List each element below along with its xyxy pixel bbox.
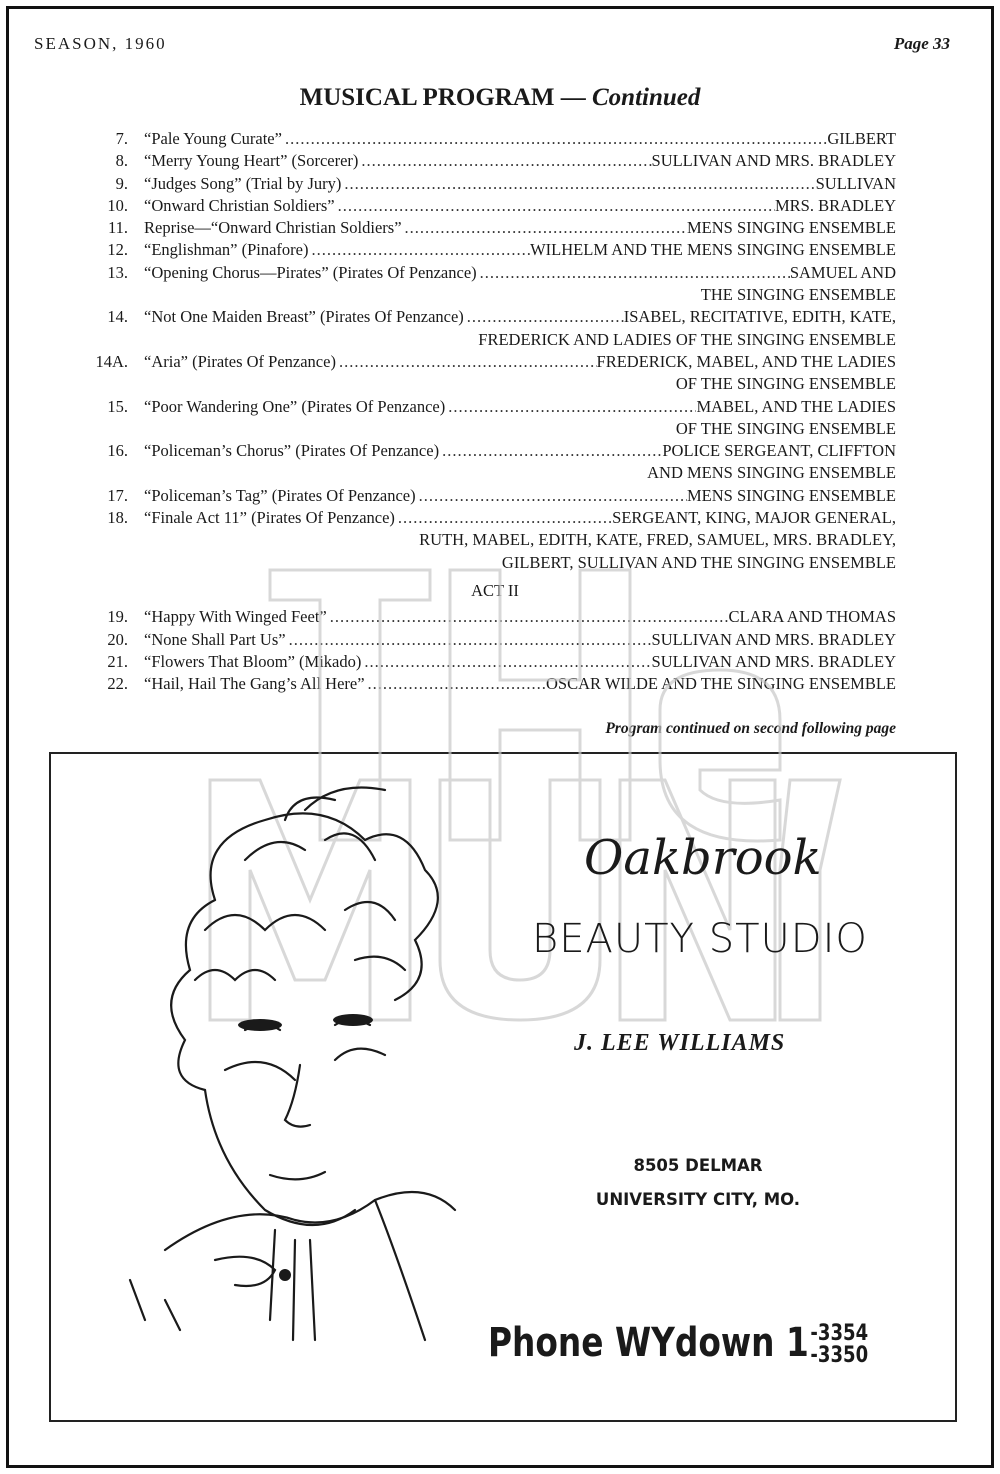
item-performer: MABEL, AND THE LADIES [696, 396, 896, 416]
item-number: 12. [107, 240, 128, 260]
studio-name-sub: BEAUTY STUDIO [532, 916, 868, 962]
studio-name-script: Oakbrook [584, 830, 822, 886]
item-performer: FREDERICK, MABEL, AND THE LADIES [596, 351, 896, 371]
item-title: “Hail, Hail The Gang’s All Here” [144, 674, 365, 694]
phone-ext-2: -3350 [810, 1343, 869, 1368]
item-title: “Policeman’s Tag” (Pirates Of Penzance) [144, 485, 416, 505]
program-item [94, 217, 896, 239]
item-number: 7. [115, 129, 128, 148]
item-number: 9. [115, 173, 128, 193]
item-performer-continued: GILBERT, SULLIVAN AND THE SINGING ENSEMBLE [501, 552, 896, 572]
dot-leader [402, 217, 687, 239]
page-number: Page 33 [893, 34, 950, 53]
item-title: “Judges Song” (Trial by Jury) [144, 173, 342, 193]
item-title: “None Shall Part Us” [144, 629, 286, 649]
item-performer: SAMUEL AND [789, 262, 896, 282]
item-title: “Pale Young Curate” [144, 129, 282, 148]
item-number: 17. [107, 485, 128, 505]
program-item [94, 351, 896, 373]
act-one-list [94, 128, 896, 574]
program-item [94, 128, 896, 150]
item-performer: ISABEL, RECITATIVE, EDITH, KATE, [623, 307, 896, 327]
dot-leader [336, 351, 597, 373]
dot-leader [416, 485, 687, 507]
item-performer: MENS SINGING ENSEMBLE [686, 218, 896, 238]
item-number: 13. [107, 262, 128, 282]
program-item [94, 507, 896, 529]
item-title: “Opening Chorus—Pirates” (Pirates Of Penzance) [144, 262, 477, 282]
item-title: “Policeman’s Chorus” (Pirates Of Penzance) [144, 441, 440, 461]
item-performer: OSCAR WILDE AND THE SINGING ENSEMBLE [545, 674, 896, 694]
woman-sketch-illustration [95, 780, 495, 1350]
item-title: “Happy With Winged Feet” [144, 607, 327, 627]
dot-leader [308, 239, 530, 261]
program-item [94, 173, 896, 195]
dot-leader [464, 306, 624, 328]
continued-note: Program continued on second following page [605, 720, 896, 737]
item-number: 14. [107, 307, 128, 327]
phone-label: Phone WYdown 1 [488, 1320, 809, 1366]
item-number: 22. [107, 674, 128, 694]
item-title: “Poor Wandering One” (Pirates Of Penzance) [144, 396, 446, 416]
studio-owner: J. LEE WILLIAMS [574, 1030, 786, 1056]
item-number: 20. [107, 629, 128, 649]
item-performer-continued: AND MENS SINGING ENSEMBLE [647, 463, 896, 483]
item-number: 8. [115, 151, 128, 171]
item-number: 19. [107, 607, 128, 627]
item-number: 16. [107, 441, 128, 461]
dot-leader [282, 128, 827, 150]
item-performer-continued: THE SINGING ENSEMBLE [700, 285, 896, 305]
item-title: “Flowers That Bloom” (Mikado) [144, 651, 362, 671]
program-item [94, 396, 896, 418]
item-title: Reprise—“Onward Christian Soldiers” [144, 218, 402, 238]
item-performer: WILHELM AND THE MENS SINGING ENSEMBLE [530, 240, 896, 260]
dot-leader [358, 150, 651, 172]
item-performer: SULLIVAN [815, 173, 896, 193]
phone-extensions [810, 1323, 868, 1367]
program-item [94, 485, 896, 507]
dot-leader [341, 173, 815, 195]
item-performer: SULLIVAN AND MRS. BRADLEY [651, 151, 896, 171]
phone-ext-1: -3354 [810, 1321, 869, 1346]
program-item [94, 262, 896, 284]
season-label: SEASON, 1960 [34, 34, 167, 53]
item-performer: MENS SINGING ENSEMBLE [686, 485, 896, 505]
item-number: 11. [107, 218, 128, 238]
dot-leader [477, 262, 790, 284]
item-performer: SERGEANT, KING, MAJOR GENERAL, [612, 508, 896, 528]
item-performer-continued: OF THE SINGING ENSEMBLE [675, 418, 896, 438]
item-performer: CLARA AND THOMAS [728, 607, 896, 627]
program-item [94, 195, 896, 217]
item-title: “Merry Young Heart” (Sorcerer) [144, 151, 359, 171]
program-item [94, 239, 896, 261]
act-two-heading: ACT II [471, 580, 519, 600]
item-title: “Onward Christian Soldiers” [144, 195, 335, 215]
dot-leader [439, 440, 662, 462]
item-number: 14A. [95, 351, 128, 371]
title-main: MUSICAL PROGRAM — [299, 84, 586, 111]
page-title [0, 84, 1000, 112]
item-number: 21. [107, 651, 128, 671]
dot-leader [335, 195, 775, 217]
item-performer: SULLIVAN AND MRS. BRADLEY [651, 651, 896, 671]
dot-leader [445, 396, 696, 418]
address-line-1: 8505 DELMAR [633, 1156, 763, 1175]
item-performer-continued: OF THE SINGING ENSEMBLE [675, 374, 896, 394]
item-performer: MRS. BRADLEY [774, 195, 896, 215]
dot-leader [395, 507, 612, 529]
item-number: 10. [107, 195, 128, 215]
program-item [94, 440, 896, 462]
program-item [94, 150, 896, 172]
phone-number [488, 1320, 868, 1367]
item-performer-continued: FREDERICK AND LADIES OF THE SINGING ENSEMBLE [478, 329, 896, 349]
item-title: “Englishman” (Pinafore) [144, 240, 309, 260]
address-line-2: UNIVERSITY CITY, MO. [595, 1190, 801, 1209]
item-performer: GILBERT [827, 129, 896, 148]
item-performer-continued: RUTH, MABEL, EDITH, KATE, FRED, SAMUEL, MRS. BRADLEY, [419, 530, 896, 550]
item-title: “Aria” (Pirates Of Penzance) [144, 351, 336, 371]
item-title: “Not One Maiden Breast” (Pirates Of Penzance) [144, 307, 464, 327]
item-performer: SULLIVAN AND MRS. BRADLEY [651, 629, 896, 649]
title-continued: Continued [591, 84, 701, 111]
item-title: “Finale Act 11” (Pirates Of Penzance) [144, 508, 395, 528]
item-performer: POLICE SERGEANT, CLIFFTON [662, 441, 896, 461]
item-number: 18. [107, 508, 128, 528]
program-item [94, 306, 896, 328]
item-number: 15. [107, 396, 128, 416]
